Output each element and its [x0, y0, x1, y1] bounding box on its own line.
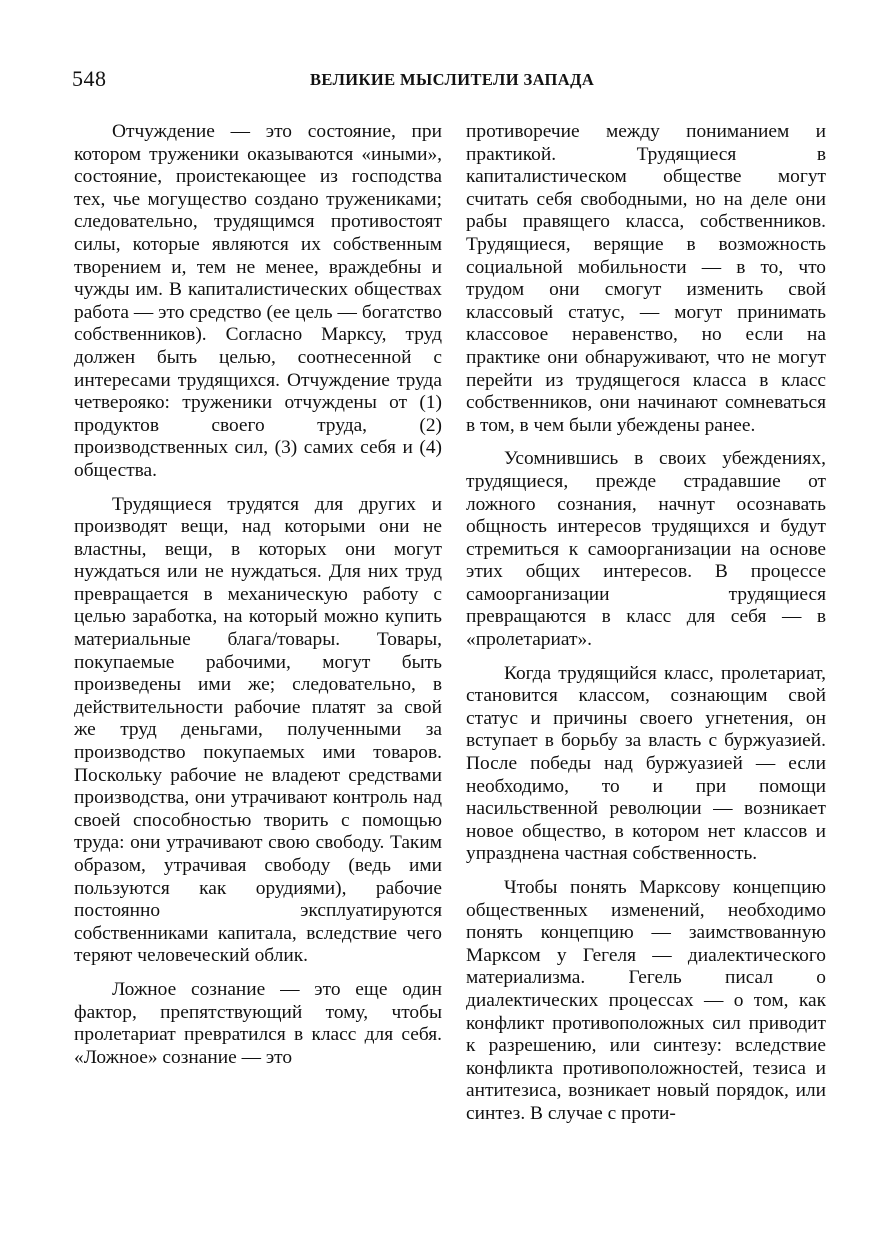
paragraph: Ложное сознание — это еще один фактор, препятствующий тому, чтобы пролетариат превратился в класс для себя. «Ложное» сознание — это: [74, 978, 442, 1068]
paragraph: противоречие между пониманием и практикой. Трудящиеся в капиталистическом обществе могут считать себя свободными, но на деле они рабы правящего класса, собственников. Трудящиеся, верящие в возможность социальной мобильности — в то, что трудом они смогут изменить свой классовый статус, — могут принимать классовое неравенство, но если на практике они обнаруживают, что не могут перейти из трудящегося класса в класс собственников, они начинают сомневаться в том, в чем были убеждены ранее.: [466, 121, 826, 436]
paragraph: Когда трудящийся класс, пролетариат, становится классом, сознающим свой статус и причины своего угнетения, он вступает в борьбу за власть с буржуазией. После победы над буржуазией — если необходимо, то и при помощи насильственной революции — возникает новое общество, в котором нет классов и упразднена частная собственность.: [466, 662, 826, 865]
right-column: [466, 121, 826, 1137]
left-column: [74, 121, 442, 1080]
running-title: ВЕЛИКИЕ МЫСЛИТЕЛИ ЗАПАДА: [310, 70, 595, 89]
paragraph: Трудящиеся трудятся для других и производят вещи, над которыми они не властны, вещи, в которых они могут нуждаться или не нуждаться. Для них труд превращается в механическую работу с целью заработка, на который можно купить материальные блага/товары. Товары, покупаемые рабочими, могут быть произведены ими же; следовательно, в действительности рабочие платят за свой же труд деньгами, полученными за производство покупаемых ими товаров. Поскольку рабочие не владеют средствами производства, они утрачивают контроль над своей способностью творить с помощью труда: они утрачивают свою свободу. Таким образом, утрачивая свободу (ведь ими пользуются как орудиями), рабочие постоянно эксплуатируются собственниками капитала, вследствие чего теряют человеческий облик.: [74, 493, 442, 967]
paragraph: Усомнившись в своих убеждениях, трудящиеся, прежде страдавшие от ложного сознания, начнут осознавать общность интересов трудящихся и будут стремиться к самоорганизации на основе этих общих интересов. В процессе самоорганизации трудящиеся превращаются в класс для себя — в «пролетариат».: [466, 448, 826, 651]
paragraph: Отчуждение — это состояние, при котором труженики оказываются «иными», состояние, проистекающее из господства тех, чье могущество создано тружениками; следовательно, трудящимся противостоят силы, которые являются их собственным творением и, тем не менее, враждебны и чужды им. В капиталистических обществах работа — это средство (ее цель — богатство собственников). Согласно Марксу, труд должен быть целью, соотнесенной с интересами трудящихся. Отчуждение труда четверояко: труженики отчуждены от (1) продуктов своего труда, (2) производственных сил, (3) самих себя и (4) общества.: [74, 121, 442, 481]
paragraph: Чтобы понять Марксову концепцию общественных изменений, необходимо понять концепцию — заимствованную Марксом у Гегеля — диалектического материализма. Гегель писал о диалектических процессах — о том, как конфликт противоположных сил приводит к разрешению, или синтезу: вследствие конфликта противоположностей, тезиса и антитезиса, возникает новый порядок, или синтез. В случае с проти-: [466, 877, 826, 1124]
page-number: 548: [72, 66, 107, 91]
